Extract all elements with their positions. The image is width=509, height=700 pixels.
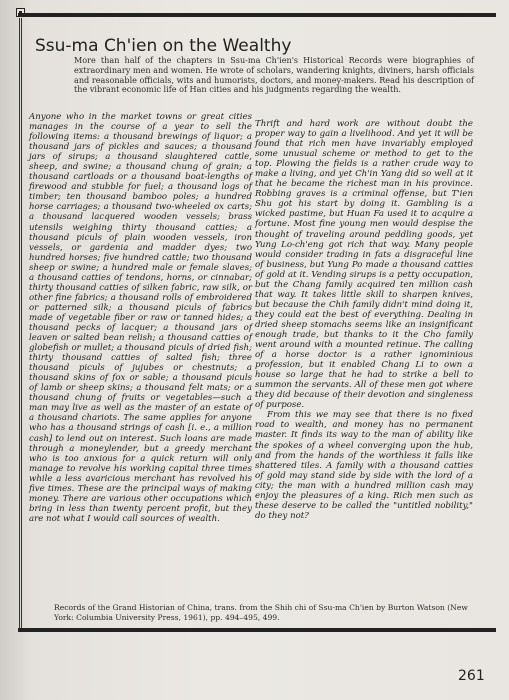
right-paragraph-2: From this we may see that there is no fixed road to wealth, and money has no permanent master. It finds its way to the man of ability like the spokes of a wheel converging upon the hub, and from the hands of the worthless it falls like shattered tiles. A family with a thousand catties of gold may stand side by side with the lord of a city; the man with a hundred million cash may enjoy the pleasures of a king. Rich men such as these deserve to be called the "untitled nobility," do they not? (255, 410, 473, 521)
left-paragraph-1: Anyone who in the market towns or great cities manages in the course of a year to sell the following items: a thousand brewings of liquor; a thousand jars of pickles and sauces; a thousand jars of sirups; a thousand slaughtered cattle, sheep, and swine; a thousand chung of grain; a thousand cartloads or a thousand boat-lengths of firewood and stubble for fuel; a thousand logs of timber; ten thousand bamboo poles; a hundred horse carriages; a thousand two-wheeled ox carts; a thousand lacquered wooden vessels; brass utensils weighing thirty thousand catties; a thousand piculs of plain wooden vessels, iron vessels, or gardenia and madder dyes; two hundred horses; five hundred cattle; two thousand sheep or swine; a hundred male or female slaves; a thousand catties of tendons, horns, or cinnabar; thirty thousand catties of silken fabric, raw silk, or other fine fabrics; a thousand rolls of embroidered or patterned silk; a thousand piculs of fabrics made of vegetable fiber or raw or tanned hides; a thousand pecks of lacquer; a thousand jars of leaven or salted bean relish; a thousand catties of globefish or mullet; a thousand piculs of dried fish; thirty thousand catties of salted fish; three thousand piculs of jujubes or chestnuts; a thousand skins of fox or sable; a thousand piculs of lamb or sheep skins; a thousand felt mats; or a thousand chung of fruits or vegetables—such a man may live as well as the master of an estate of a thousand chariots. The same applies for anyone who has a thousand strings of cash [i. e., a million cash] to lend out on interest. Such loans are made through a moneylender, but a greedy merchant who is too anxious for a quick return will only manage to revolve his working capital three times while a less avaricious merchant has revolved his five times. These are the principal ways of making money. There are various other occupations which bring in less than twenty percent profit, but they are not what I would call sources of wealth. (29, 112, 252, 524)
right-paragraph-1: Thrift and hard work are without doubt the proper way to gain a livelihood. And yet it will be found that rich men have invariably employed some unusual scheme or method to get to the top. Plowing the fields is a rather crude way to make a living, and yet Ch'in Yang did so well at it that he became the richest man in his province. Robbing graves is a criminal offense, but T'ien Shu got his start by doing it. Gambling is a wicked pastime, but Huan Fa used it to acquire a fortune. Most fine young men would despise the thought of traveling around peddling goods, yet Yung Lo-ch'eng got rich that way. Many people would consider trading in fats a disgraceful line of business, but Yung Po made a thousand catties of gold at it. Vending sirups is a petty occupation, but the Chang family acquired ten million cash that way. It takes little skill to sharpen knives, but because the Chih family didn't mind doing it, they could eat the best of everything. Dealing in dried sheep stomachs seems like an insignificant enough trade, but thanks to it the Cho family went around with a mounted retinue. The calling of a horse doctor is a rather ignominious profession, but it enabled Chang Li to own a house so large that he had to strike a bell to summon the servants. All of these men got where they did because of their devotion and singleness of purpose. (255, 119, 473, 411)
page-title: Ssu-ma Ch'ien on the Wealthy (35, 36, 292, 56)
source-citation: Records of the Grand Historian of China, trans. from the Shih chi of Ssu-ma Ch'ien by Burton Watson (New York: Columbia University Press, 1961), pp. 494–495, 499. (54, 603, 468, 622)
frame-bottom-rule (18, 628, 496, 632)
left-column (29, 112, 252, 524)
frame-top-rule (18, 13, 496, 17)
page-number: 261 (458, 668, 485, 684)
intro-paragraph: More than half of the chapters in Ssu-ma Ch'ien's Historical Records were biographies of extraordinary men and women. He wrote of scholars, wandering knights, diviners, harsh officials and reasonable officials, wits and humorists, doctors, and money-makers. Read his description of the vibrant economic life of Han cities and his judgments regarding the wealth. (74, 55, 474, 95)
frame-left-rule (19, 18, 22, 632)
right-column (255, 119, 473, 521)
